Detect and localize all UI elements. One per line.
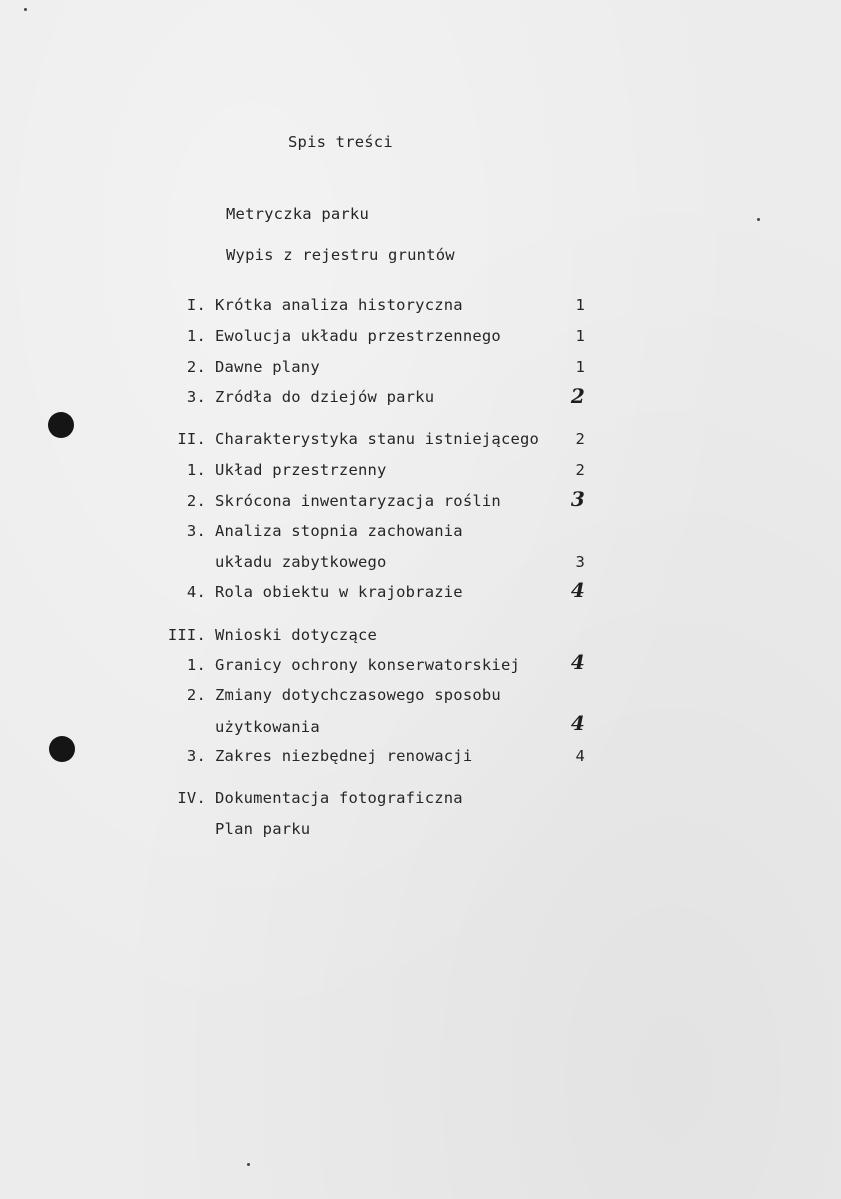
section-label: Granicy ochrony konserwatorskiej <box>215 656 521 674</box>
handwritten-page-number: 4 <box>570 578 585 602</box>
section-number: IV. <box>177 789 206 807</box>
section-number: 2. <box>186 358 206 376</box>
section-number: 2. <box>186 686 206 704</box>
section-number: III. <box>167 626 206 644</box>
section-label: Wnioski dotyczące <box>215 626 378 644</box>
section-label: Zakres niezbędnej renowacji <box>215 747 473 765</box>
speck <box>247 1163 250 1166</box>
page-number: 1 <box>575 358 585 376</box>
section-number: I. <box>186 296 206 314</box>
section-label: Analiza stopnia zachowania <box>215 522 463 540</box>
handwritten-page-number: 4 <box>570 711 585 735</box>
section-number: II. <box>177 430 206 448</box>
section-label: Ewolucja układu przestrzennego <box>215 327 501 345</box>
section-label: Zródła do dziejów parku <box>215 388 435 406</box>
speck <box>757 218 760 221</box>
page-number: 3 <box>575 553 585 571</box>
section-label: Skrócona inwentaryzacja roślin <box>215 492 501 510</box>
page-title: Spis treści <box>288 133 393 151</box>
section-label: Dokumentacja fotograficzna <box>215 789 463 807</box>
section-number: 3. <box>186 747 206 765</box>
section-number: 1. <box>186 656 206 674</box>
section-label: Zmiany dotychczasowego sposobu <box>215 686 501 704</box>
preface-item: Wypis z rejestru gruntów <box>226 246 455 264</box>
section-number: 3. <box>186 388 206 406</box>
section-number: 4. <box>186 583 206 601</box>
section-label: układu zabytkowego <box>215 553 387 571</box>
punch-hole-top <box>48 412 74 438</box>
page-number: 1 <box>575 327 585 345</box>
page-number: 4 <box>575 747 585 765</box>
page-number: 1 <box>575 296 585 314</box>
section-label: Rola obiektu w krajobrazie <box>215 583 463 601</box>
section-label: Układ przestrzenny <box>215 461 387 479</box>
section-label: Dawne plany <box>215 358 320 376</box>
section-label: użytkowania <box>215 718 320 736</box>
page-number: 2 <box>575 461 585 479</box>
section-number: 1. <box>186 327 206 345</box>
handwritten-page-number: 4 <box>570 650 585 674</box>
page-number: 2 <box>575 430 585 448</box>
handwritten-page-number: 2 <box>570 384 585 408</box>
preface-item: Metryczka parku <box>226 205 369 223</box>
punch-hole-bottom <box>49 736 75 762</box>
section-label: Plan parku <box>215 820 311 838</box>
handwritten-page-number: 3 <box>570 487 585 511</box>
section-label: Krótka analiza historyczna <box>215 296 463 314</box>
section-label: Charakterystyka stanu istniejącego <box>215 430 540 448</box>
section-number: 1. <box>186 461 206 479</box>
section-number: 2. <box>186 492 206 510</box>
speck <box>24 8 27 11</box>
section-number: 3. <box>186 522 206 540</box>
